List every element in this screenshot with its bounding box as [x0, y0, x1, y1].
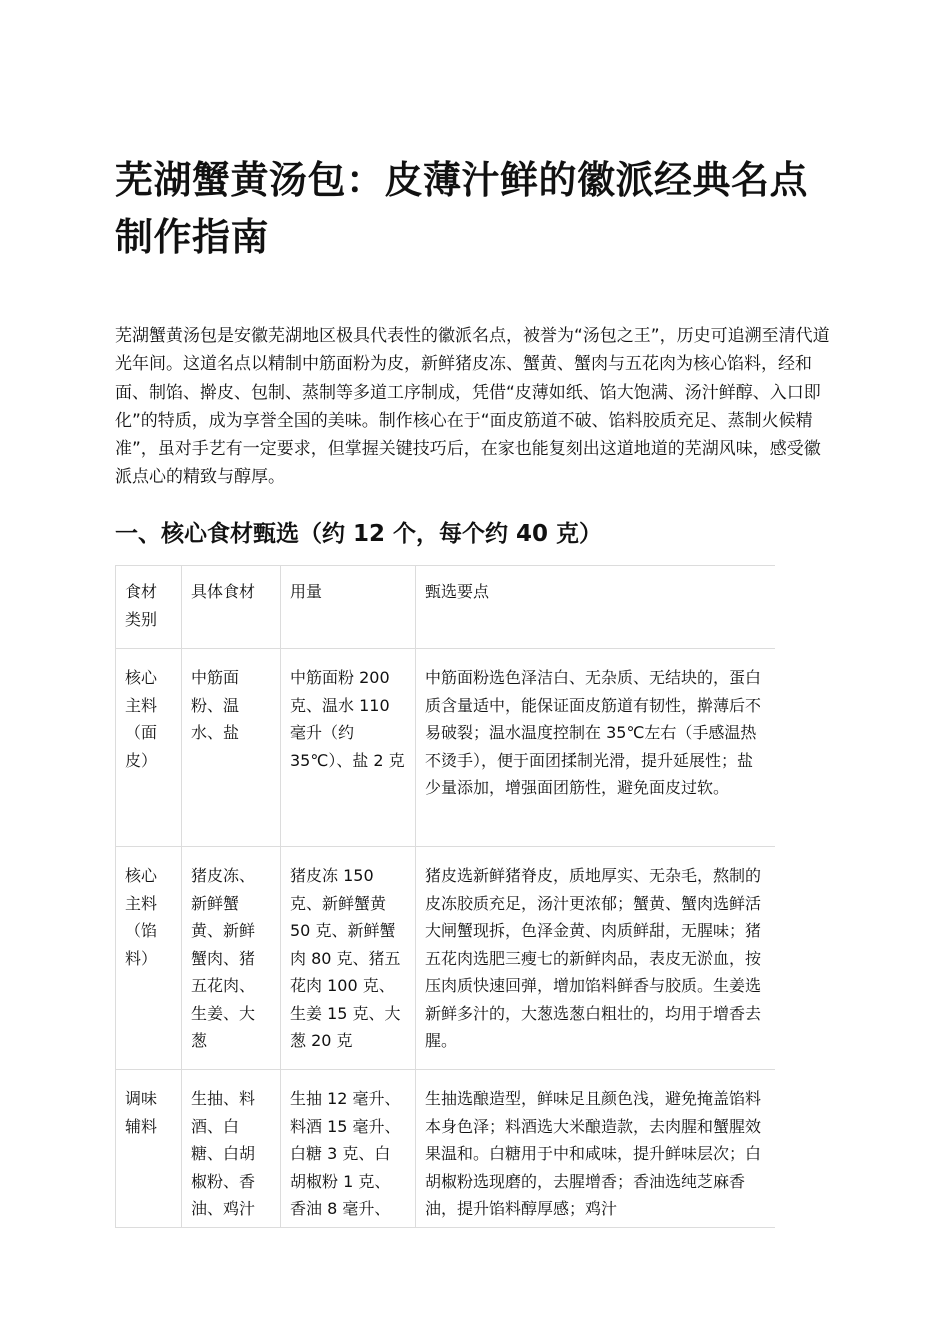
cell-category: 调味辅料 — [116, 1070, 182, 1229]
cell-ingredients: 猪皮冻、新鲜蟹黄、新鲜蟹肉、猪五花肉、生姜、大葱 — [182, 847, 281, 1070]
page-title: 芜湖蟹黄汤包：皮薄汁鲜的徽派经典名点制作指南 — [115, 158, 809, 259]
ingredients-table-container — [115, 565, 775, 1228]
cell-ingredients: 生抽、料酒、白糖、白胡椒粉、香油、鸡汁 — [182, 1070, 281, 1229]
cell-ingredients: 中筋面粉、温水、盐 — [182, 649, 281, 847]
table-row — [116, 649, 776, 847]
table-row — [116, 847, 776, 1070]
header-cell-amount: 用量 — [281, 566, 416, 649]
cell-amount: 中筋面粉 200 克、温水 110 毫升（约 35℃）、盐 2 克 — [281, 649, 416, 847]
cell-amount: 生抽 12 毫升、料酒 15 毫升、白糖 3 克、白胡椒粉 1 克、香油 8 毫升、 — [281, 1070, 416, 1229]
header-cell-category: 食材类别 — [116, 566, 182, 649]
table-header-row — [116, 566, 776, 649]
intro-paragraph: 芜湖蟹黄汤包是安徽芜湖地区极具代表性的徽派名点，被誉为“汤包之王”，历史可追溯至清代道光年间。这道名点以精制中筋面粉为皮，新鲜猪皮冻、蟹黄、蟹肉与五花肉为核心馅料，经和面、制馅、擀皮、包制、蒸制等多道工序制成，凭借“皮薄如纸、馅大饱满、汤汁鲜醇、入口即化”的特质，成为享誉全国的美味。制作核心在于“面皮筋道不破、馅料胶质充足、蒸制火候精准”，虽对手艺有一定要求，但掌握关键技巧后，在家也能复刻出这道地道的芜湖风味，感受徽派点心的精致与醇厚。 — [115, 326, 830, 488]
header-cell-notes: 甄选要点 — [416, 566, 776, 649]
section-heading-ingredients: 一、核心食材甄选（约 12 个，每个约 40 克） — [115, 521, 603, 547]
cell-amount: 猪皮冻 150 克、新鲜蟹黄 50 克、新鲜蟹肉 80 克、猪五花肉 100 克、生姜 15 克、大葱 20 克 — [281, 847, 416, 1070]
cell-category: 核心主料（馅料） — [116, 847, 182, 1070]
table-row — [116, 1070, 776, 1229]
cell-notes: 猪皮选新鲜猪脊皮，质地厚实、无杂毛，熬制的皮冻胶质充足，汤汁更浓郁；蟹黄、蟹肉选鲜活大闸蟹现拆，色泽金黄、肉质鲜甜，无腥味；猪五花肉选肥三瘦七的新鲜肉品，表皮无淤血，按压肉质快速回弹，增加馅料鲜香与胶质。生姜选新鲜多汁的，大葱选葱白粗壮的，均用于增香去腥。 — [416, 847, 776, 1070]
ingredients-table — [115, 565, 775, 1228]
cell-notes: 中筋面粉选色泽洁白、无杂质、无结块的，蛋白质含量适中，能保证面皮筋道有韧性，擀薄后不易破裂；温水温度控制在 35℃左右（手感温热不烫手），便于面团揉制光滑，提升延展性；盐少量添加，增强面团筋性，避免面皮过软。 — [416, 649, 776, 847]
header-cell-ingredients: 具体食材 — [182, 566, 281, 649]
cell-category: 核心主料（面皮） — [116, 649, 182, 847]
cell-notes: 生抽选酿造型，鲜味足且颜色浅，避免掩盖馅料本身色泽；料酒选大米酿造款，去肉腥和蟹腥效果温和。白糖用于中和咸味，提升鲜味层次；白胡椒粉选现磨的，去腥增香；香油选纯芝麻香油，提升馅料醇厚感；鸡汁 — [416, 1070, 776, 1229]
